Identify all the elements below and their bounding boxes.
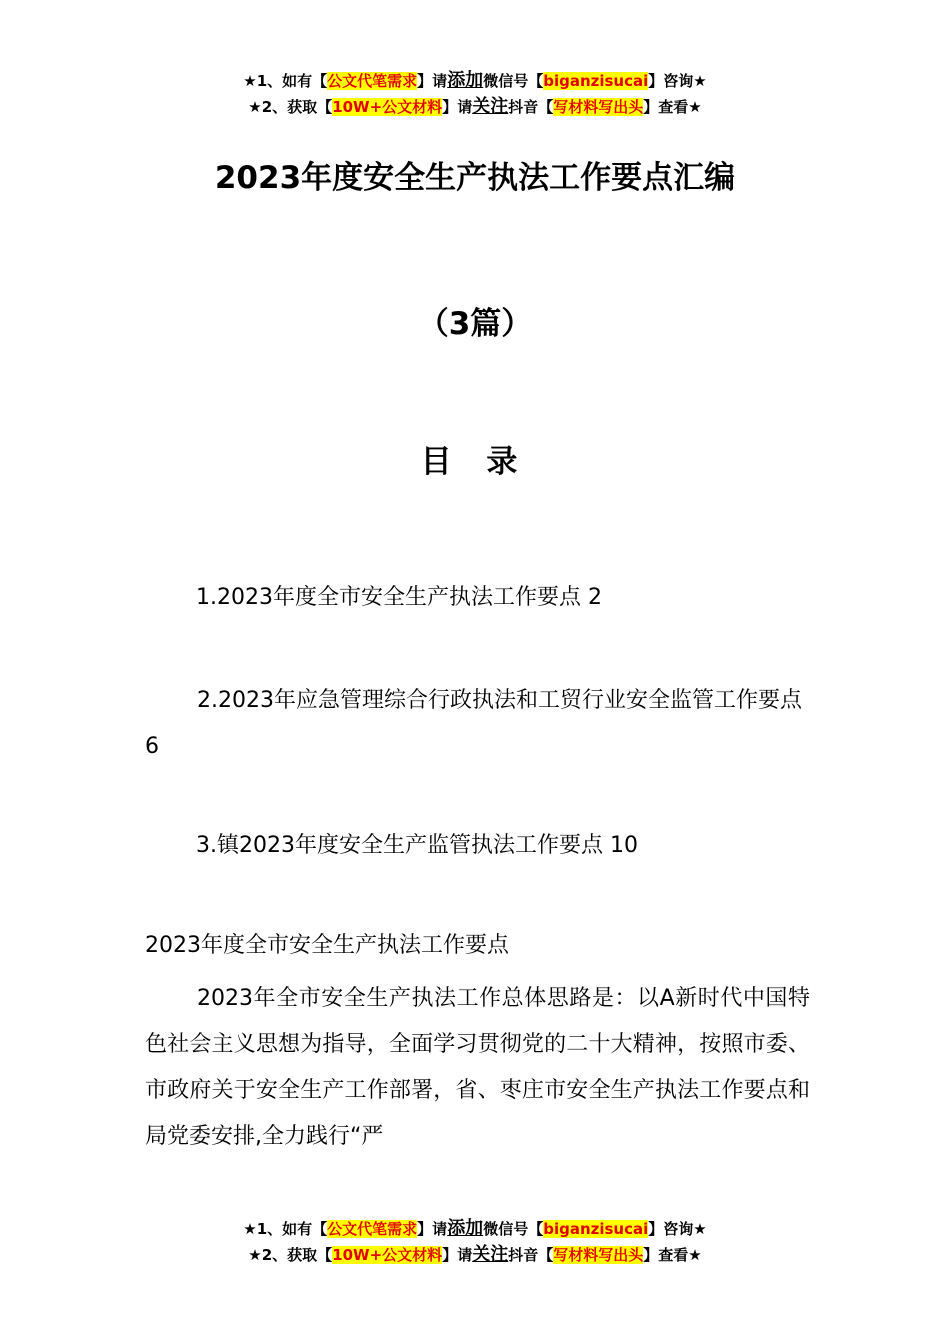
- section-heading: 2023年度全市安全生产执法工作要点: [145, 933, 509, 958]
- toc-item[interactable]: 3.镇2023年度安全生产监管执法工作要点 10: [196, 833, 638, 858]
- highlight-wechat-id: biganzisucai: [543, 1220, 649, 1238]
- underlined-follow: 关注: [472, 1244, 509, 1265]
- toc-item[interactable]: 2.2023年应急管理综合行政执法和工贸行业安全监管工作要点 6: [145, 688, 802, 759]
- underlined-add: 添加: [447, 70, 484, 91]
- promo-banner-top: [0, 68, 950, 120]
- highlight-douyin-account: 写材料写出头: [553, 1246, 644, 1264]
- document-title: 2023年度安全生产执法工作要点汇编: [214, 160, 736, 196]
- highlight-douyin-account: 写材料写出头: [553, 98, 644, 116]
- promo-line-2: ★2、获取【10W+公文材料】请关注抖音【写材料写出头】查看★: [248, 96, 702, 117]
- underlined-add: 添加: [447, 1218, 484, 1239]
- toc-heading: 目 录: [420, 444, 530, 480]
- highlight-writing-service: 公文代笔需求: [327, 72, 418, 90]
- promo-line-1: ★1、如有【公文代笔需求】请添加微信号【biganzisucai】咨询★: [243, 1218, 707, 1239]
- promo-banner-bottom: [0, 1216, 950, 1268]
- document-subtitle: （3篇）: [417, 306, 533, 342]
- underlined-follow: 关注: [472, 96, 509, 117]
- highlight-wechat-id: biganzisucai: [543, 72, 649, 90]
- highlight-writing-service: 公文代笔需求: [327, 1220, 418, 1238]
- highlight-materials: 10W+公文材料: [332, 1246, 443, 1264]
- body-paragraph: 2023年全市安全生产执法工作总体思路是：以A新时代中国特色社会主义思想为指导，全面学习贯彻党的二十大精神，按照市委、市政府关于安全生产工作部署，省、枣庄市安全生产执法工作要点和局党委安排,全力践行“严: [145, 986, 810, 1149]
- highlight-materials: 10W+公文材料: [332, 98, 443, 116]
- toc-item[interactable]: 1.2023年度全市安全生产执法工作要点 2: [196, 585, 602, 610]
- promo-line-2: ★2、获取【10W+公文材料】请关注抖音【写材料写出头】查看★: [248, 1244, 702, 1265]
- promo-line-1: ★1、如有【公文代笔需求】请添加微信号【biganzisucai】咨询★: [243, 70, 707, 91]
